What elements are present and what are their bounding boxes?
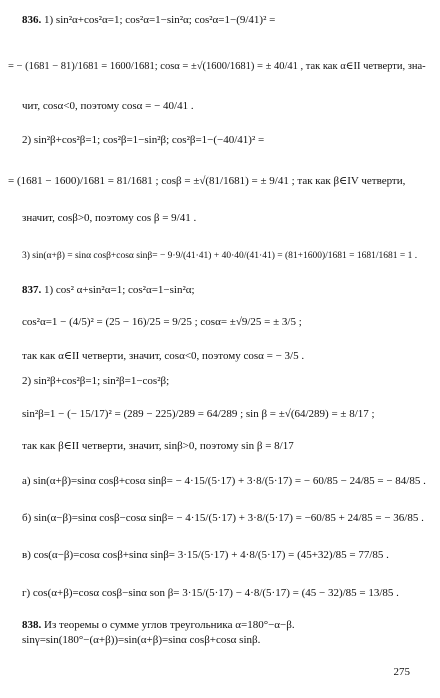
- problem-836-line-3: чит, cosα<0, поэтому cosα = − 40/41 .: [22, 100, 194, 112]
- problem-837-line-b: б) sin(α−β)=sinα cosβ−cosα sinβ= − 4·15/(5·17) + 3·8/(5·17) = −60/85 + 24/85 = − 36/85 .: [22, 512, 424, 524]
- problem-837-line-6: так как β∈II четверти, значит, sinβ>0, поэтому sin β = 8/17: [22, 440, 294, 452]
- problem-837-line-a: а) sin(α+β)=sinα cosβ+cosα sinβ= − 4·15/(5·17) + 3·8/(5·17) = − 60/85 − 24/85 = − 84/85 .: [22, 475, 426, 487]
- line-text: 1) sin²α+cos²α=1; cos²α=1−sin²α; cos²α=1−(9/41)² =: [44, 14, 276, 26]
- problem-837-line-5: sin²β=1 − (− 15/17)² = (289 − 225)/289 = 64/289 ; sin β = ±√(64/289) = ± 8/17 ;: [22, 408, 375, 420]
- problem-836-number: 836.: [22, 14, 42, 26]
- problem-836-line-5: = (1681 − 1600)/1681 = 81/1681 ; cosβ = ±√(81/1681) = ± 9/41 ; так как β∈IV четверти,: [8, 175, 406, 187]
- page-number: 275: [393, 666, 410, 678]
- line-text: 1) cos² α+sin²α=1; cos²α=1−sin²α;: [44, 284, 195, 296]
- problem-837-line-v: в) cos(α−β)=cosα cosβ+sinα sinβ= 3·15/(5·17) + 4·8/(5·17) = (45+32)/85 = 77/85 .: [22, 549, 389, 561]
- problem-838-number: 838.: [22, 619, 42, 631]
- problem-836-line-4: 2) sin²β+cos²β=1; cos²β=1−sin²β; cos²β=1−(−40/41)² =: [22, 134, 265, 146]
- problem-836-line-2: = − (1681 − 81)/1681 = 1600/1681; cosα = ±√(1600/1681) = ± 40/41 , так как α∈II четверти, зна-: [8, 61, 426, 72]
- problem-838-line-2: sinγ=sin(180°−(α+β))=sin(α+β)=sinα cosβ+cosα sinβ.: [22, 634, 261, 646]
- problem-836-line-6: значит, cosβ>0, поэтому cos β = 9/41 .: [22, 212, 197, 224]
- problem-838-line-1: [22, 619, 295, 632]
- problem-837-line-g: г) cos(α+β)=cosα cosβ−sinα son β= 3·15/(5·17) − 4·8/(5·17) = (45 − 32)/85 = 13/85 .: [22, 587, 399, 599]
- problem-837-number: 837.: [22, 284, 42, 296]
- problem-837-line-1: [22, 284, 195, 297]
- problem-837-line-3: так как α∈II четверти, значит, cosα<0, поэтому cosα = − 3/5 .: [22, 350, 305, 362]
- problem-837-line-2: cos²α=1 − (4/5)² = (25 − 16)/25 = 9/25 ; cosα= ±√9/25 = ± 3/5 ;: [22, 316, 302, 328]
- problem-837-line-4: 2) sin²β+cos²β=1; sin²β=1−cos²β;: [22, 375, 170, 387]
- problem-836-line-1: [22, 14, 275, 27]
- problem-836-line-7: 3) sin(α+β) = sinα cosβ+cosα sinβ= − 9·9/(41·41) + 40·40/(41·41) = (81+1600)/1681 = 1681/1681 = 1 .: [22, 251, 418, 261]
- line-text: Из теоремы о сумме углов треугольника α=180°−α−β.: [44, 619, 295, 631]
